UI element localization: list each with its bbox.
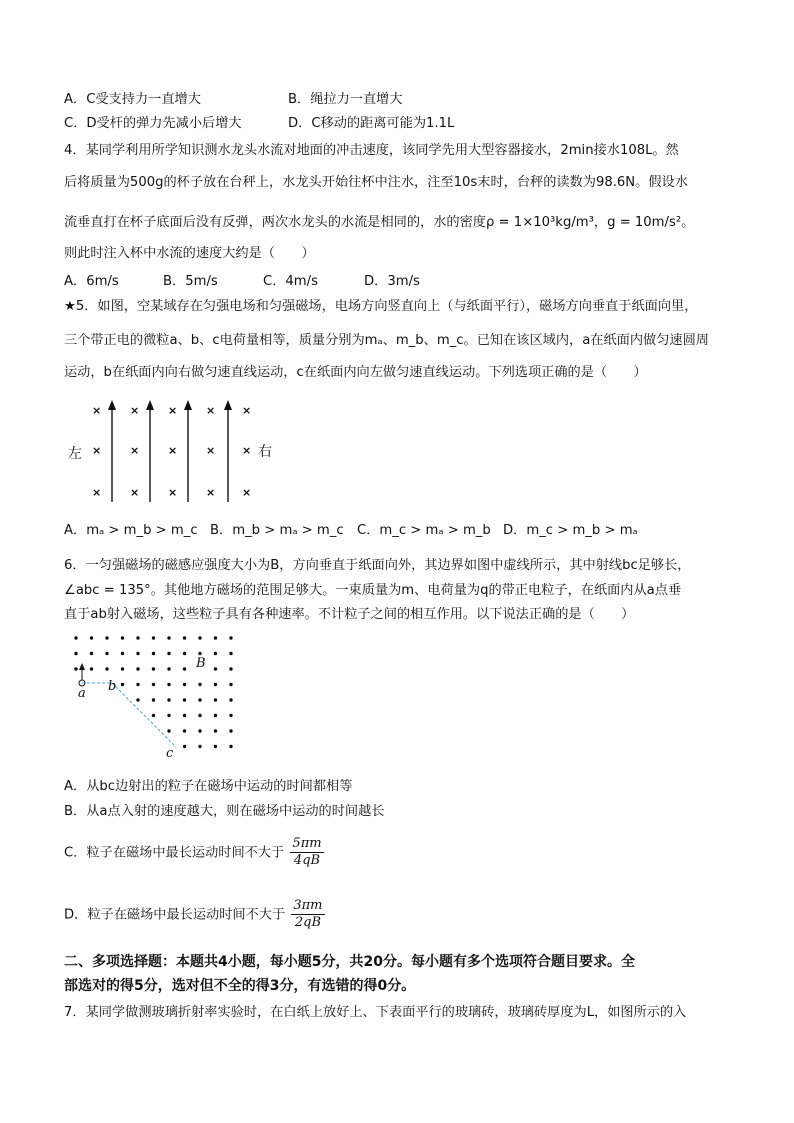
field-dot xyxy=(136,698,139,701)
q4-line-2: 后将质量为500g的杯子放在台秤上，水龙头开始往杯中注水，注至10s末时，台秤的读数为98.6N。假设水 xyxy=(64,175,688,190)
label-left: 左 xyxy=(68,446,82,462)
field-dot xyxy=(105,652,108,655)
q4-option-c: C．4m/s xyxy=(263,274,318,289)
q5-line-2: 三个带正电的微粒a、b、c电荷量相等，质量分别为mₐ、m_b、m_c。已知在该区域内，a在纸面内做匀速圆周 xyxy=(64,333,709,348)
q5-option-c: C．m_c > mₐ > m_b xyxy=(357,523,491,538)
q6-option-c-fraction xyxy=(290,836,323,869)
q5-line-3: 运动，b在纸面内向右做匀速直线运动，c在纸面内向左做匀速直线运动。下列选项正确的是（ ） xyxy=(64,365,647,380)
label-B: B xyxy=(196,656,206,671)
label-a: a xyxy=(78,686,86,701)
q6-line-3: 直于ab射入磁场，这些粒子具有各种速率。不计粒子之间的相互作用。以下说法正确的是（ ） xyxy=(64,607,635,622)
q7-line-1: 7．某同学做测玻璃折射率实验时，在白纸上放好上、下表面平行的玻璃砖，玻璃砖厚度为L，如图所示的入 xyxy=(64,1005,687,1020)
field-dot xyxy=(167,698,170,701)
q6-dot-field xyxy=(68,630,248,765)
fraction-numerator: 5πm xyxy=(292,836,322,851)
field-dot xyxy=(167,683,170,686)
field-dot xyxy=(183,698,186,701)
q6-line-1: 6．一匀强磁场的磁感应强度大小为B，方向垂直于纸面向外，其边界如图中虚线所示，其中射线bc足够长， xyxy=(64,558,691,573)
cross-mark: × xyxy=(206,486,216,499)
field-dot xyxy=(214,729,217,732)
cross-mark: × xyxy=(92,404,102,417)
cross-mark: × xyxy=(242,404,252,417)
q5-option-b: B．m_b > mₐ > m_c xyxy=(210,523,344,538)
field-dot xyxy=(152,667,155,670)
q6-magnetic-field-figure xyxy=(68,630,248,765)
field-dot xyxy=(183,667,186,670)
field-dot xyxy=(183,636,186,639)
field-dot xyxy=(198,714,201,717)
field-dot xyxy=(198,652,201,655)
field-dot xyxy=(229,714,232,717)
q3-option-c: C．D受杆的弹力先减小后增大 xyxy=(64,116,242,131)
cross-mark: × xyxy=(242,444,252,457)
field-dot xyxy=(198,698,201,701)
field-dot xyxy=(214,683,217,686)
cross-mark: × xyxy=(168,486,178,499)
field-dot xyxy=(214,667,217,670)
field-dot xyxy=(74,652,77,655)
field-dot xyxy=(229,729,232,732)
field-dot xyxy=(183,683,186,686)
field-dot xyxy=(152,652,155,655)
field-dot xyxy=(136,667,139,670)
q3-option-a: A．C受支持力一直增大 xyxy=(64,92,201,107)
field-dot xyxy=(136,636,139,639)
cross-mark: × xyxy=(130,404,140,417)
field-dot xyxy=(167,714,170,717)
velocity-arrowhead xyxy=(79,663,85,670)
field-dot xyxy=(152,683,155,686)
field-dot xyxy=(229,745,232,748)
q4-option-b: B．5m/s xyxy=(163,274,218,289)
fraction-denominator: 2qB xyxy=(294,915,322,930)
field-dot xyxy=(214,714,217,717)
field-dot xyxy=(136,683,139,686)
field-dot xyxy=(198,636,201,639)
field-dot xyxy=(229,683,232,686)
q6-option-b: B．从a点入射的速度越大，则在磁场中运动的时间越长 xyxy=(64,804,385,819)
field-dot xyxy=(152,698,155,701)
q6-option-d xyxy=(64,898,325,931)
field-dot xyxy=(121,636,124,639)
q6-line-2: ∠abc = 135°。其他地方磁场的范围足够大。一束质量为m、电荷量为q的带正电粒子，在纸面内从a点垂 xyxy=(64,583,682,598)
fraction-numerator: 3πm xyxy=(293,898,323,913)
field-dot xyxy=(183,652,186,655)
cross-mark: × xyxy=(242,486,252,499)
field-dot xyxy=(198,745,201,748)
field-dot xyxy=(183,729,186,732)
field-dot xyxy=(214,636,217,639)
q6-option-d-fraction xyxy=(291,898,324,931)
q6-option-a: A．从bc边射出的粒子在磁场中运动的时间都相等 xyxy=(64,779,353,794)
field-dot xyxy=(74,636,77,639)
field-dot xyxy=(152,714,155,717)
q5-option-a: A．mₐ > m_b > m_c xyxy=(64,523,198,538)
field-arrow-4 xyxy=(224,400,232,410)
fraction-denominator: 4qB xyxy=(293,853,321,868)
q6-option-c xyxy=(64,836,324,869)
field-dot xyxy=(198,683,201,686)
field-dot xyxy=(167,667,170,670)
field-dot xyxy=(229,698,232,701)
cross-mark: × xyxy=(168,404,178,417)
q4-option-a: A．6m/s xyxy=(64,274,119,289)
label-b: b xyxy=(108,679,117,694)
q4-line-3: 流垂直打在杯子底面后没有反弹，两次水龙头的水流是相同的，水的密度ρ = 1×10³kg/m³，g = 10m/s²。 xyxy=(64,215,695,230)
q5-field-figure xyxy=(68,398,288,508)
field-dot xyxy=(167,636,170,639)
boundary-bc xyxy=(112,683,176,747)
field-dot xyxy=(121,667,124,670)
field-dot xyxy=(152,636,155,639)
label-c: c xyxy=(166,746,174,761)
cross-mark: × xyxy=(168,444,178,457)
q4-option-d: D．3m/s xyxy=(364,274,420,289)
label-right: 右 xyxy=(258,444,272,460)
cross-mark: × xyxy=(130,444,140,457)
cross-mark: × xyxy=(92,444,102,457)
field-arrow-3 xyxy=(184,400,192,410)
field-dot xyxy=(183,714,186,717)
q4-line-1: 4．某同学利用所学知识测水龙头水流对地面的冲击速度，该同学先用大型容器接水，2min接水108L。然 xyxy=(64,143,679,158)
field-dot xyxy=(121,683,124,686)
cross-mark: × xyxy=(206,444,216,457)
q5-line-1: ★5．如图，空某域存在匀强电场和匀强磁场，电场方向竖直向上（与纸面平行），磁场方向垂直于纸面向里， xyxy=(64,299,698,314)
field-dot xyxy=(214,745,217,748)
field-dot xyxy=(229,652,232,655)
q6-option-d-text: D．粒子在磁场中最长运动时间不大于 xyxy=(64,907,286,923)
section-2-heading-line-2: 部选对的得5分，选对但不全的得3分，有选错的得0分。 xyxy=(64,978,416,994)
field-dot xyxy=(90,667,93,670)
field-arrow-2 xyxy=(146,400,154,410)
field-arrow-1 xyxy=(108,400,116,410)
section-2-heading-line-1: 二、多项选择题：本题共4小题，每小题5分，共20分。每小题有多个选项符合题目要求。全 xyxy=(64,954,635,970)
q3-option-b: B．绳拉力一直增大 xyxy=(288,92,403,107)
field-dot xyxy=(105,667,108,670)
q5-option-d: D．m_c > m_b > mₐ xyxy=(503,523,638,538)
cross-mark: × xyxy=(206,404,216,417)
field-dot xyxy=(229,667,232,670)
field-dot xyxy=(167,729,170,732)
field-dot xyxy=(214,652,217,655)
q6-option-c-text: C．粒子在磁场中最长运动时间不大于 xyxy=(64,845,285,861)
field-dot xyxy=(183,745,186,748)
field-dot xyxy=(136,652,139,655)
field-dot xyxy=(167,652,170,655)
field-dot xyxy=(74,667,77,670)
field-dot xyxy=(90,636,93,639)
field-dot xyxy=(90,652,93,655)
cross-mark: × xyxy=(130,486,140,499)
field-dot xyxy=(229,636,232,639)
field-dot xyxy=(105,636,108,639)
field-dot xyxy=(214,698,217,701)
q4-line-4: 则此时注入杯中水流的速度大约是（ ） xyxy=(64,246,315,261)
field-dot xyxy=(198,729,201,732)
cross-mark: × xyxy=(92,486,102,499)
field-dot xyxy=(121,652,124,655)
q3-option-d: D．C移动的距离可能为1.1L xyxy=(288,116,455,131)
